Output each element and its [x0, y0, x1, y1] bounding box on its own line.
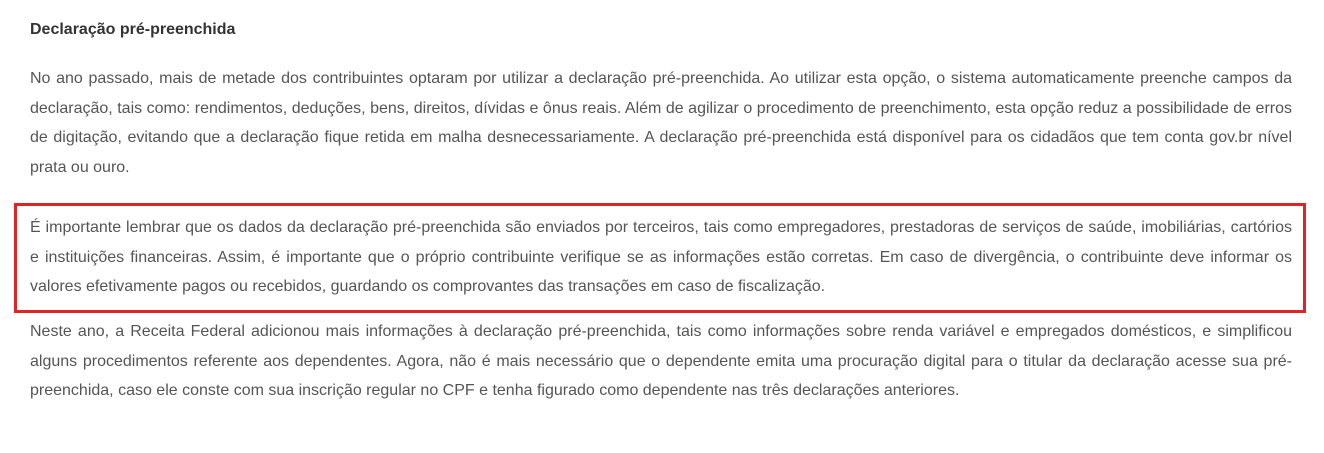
highlighted-paragraph: É importante lembrar que os dados da declaração pré-preenchida são enviados por terceiros, tais como empregadores, prestadoras de serviços de saúde, imobiliárias, cartórios e instituições financeiras. Assim, é importante que o próprio contribuinte verifique se as informações estão corretas. Em caso de divergência, o contribuinte deve informar os valores efetivamente pagos ou recebidos, guardando os comprovantes das transações em caso de fiscalização. [30, 219, 1292, 295]
news-paragraph: Neste ano, a Receita Federal adicionou mais informações à declaração pré-preenchida, tais como informações sobre renda variável e empregados domésticos, e simplificou alguns procedimentos referente aos dependentes. Agora, não é mais necessário que o dependente emita uma procuração digital para o titular da declaração acesse sua pré-preenchida, caso ele conste com sua inscrição regular no CPF e tenha figurado como dependente nas três declarações anteriores. [30, 323, 1292, 399]
section-title: Declaração pré-preenchida [30, 21, 236, 38]
intro-paragraph: No ano passado, mais de metade dos contribuintes optaram por utilizar a declaração pré-preenchida. Ao utilizar esta opção, o sistema automaticamente preenche campos da declaração, tais como: rendimentos, deduções, bens, direitos, dívidas e ônus reais. Além de agilizar o procedimento de preenchimento, esta opção reduz a possibilidade de erros de digitação, evitando que a declaração fique retida em malha desnecessariamente. A declaração pré-preenchida está disponível para os cidadãos que tem conta gov.br nível prata ou ouro. [30, 70, 1292, 176]
